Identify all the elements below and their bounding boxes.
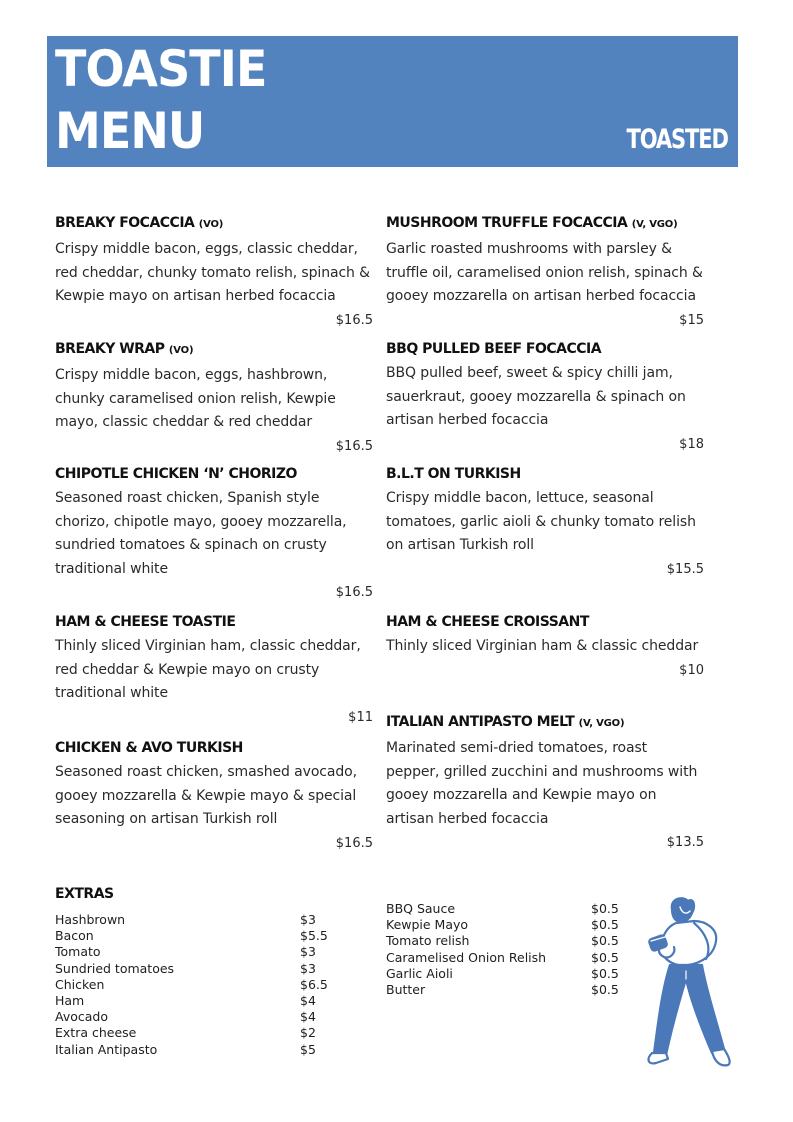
dietary-tag: (V, VGO) — [578, 718, 625, 729]
extra-name: Tomato — [55, 944, 101, 960]
extra-row — [55, 1009, 345, 1025]
menu-item — [386, 465, 704, 579]
menu-item-price: $10 — [679, 662, 704, 678]
extra-price: $5.5 — [300, 928, 328, 944]
extra-row — [386, 917, 636, 933]
extra-price: $5 — [300, 1041, 316, 1057]
extra-name: Bacon — [55, 928, 94, 944]
extra-price: $0.5 — [591, 933, 619, 949]
extra-row — [55, 993, 345, 1009]
menu-item-price: $13.5 — [666, 835, 704, 850]
extra-row — [55, 928, 345, 944]
dietary-tag: (VO) — [168, 345, 194, 356]
extra-name: Ham — [55, 992, 85, 1008]
extra-row — [55, 961, 345, 977]
menu-item-price: $18 — [679, 436, 704, 452]
title-line-1: TOASTIE — [55, 40, 267, 98]
menu-item-title: CHICKEN & AVO TURKISH — [55, 740, 243, 756]
menu-item-name — [55, 465, 373, 483]
menu-item-name — [55, 613, 373, 631]
menu-item-name — [55, 739, 373, 757]
extras-title: EXTRAS — [55, 886, 114, 902]
menu-item-description: Crispy middle bacon, eggs, classic cheddar, red cheddar, chunky tomato relish, spinach & Kewpie mayo on artisan herbed focaccia — [55, 241, 370, 304]
extra-row — [55, 944, 345, 960]
extra-price: $0.5 — [591, 965, 619, 981]
extra-price: $2 — [300, 1025, 316, 1041]
person-eating-toastie-illustration-icon — [636, 893, 736, 1073]
menu-item — [386, 613, 704, 680]
menu-item — [386, 340, 704, 454]
menu-item-price: $15 — [679, 312, 704, 328]
extra-row — [55, 977, 345, 993]
page-title — [55, 38, 266, 162]
menu-item-description: Seasoned roast chicken, Spanish style chorizo, chipotle mayo, gooey mozzarella, sundried tomatoes & spinach on crusty traditional white — [55, 490, 347, 577]
extra-price: $3 — [300, 944, 316, 960]
menu-item-title: B.L.T ON TURKISH — [386, 466, 521, 482]
extra-price: $0.5 — [591, 981, 619, 997]
menu-item-name — [386, 613, 704, 631]
menu-item-title: BBQ PULLED BEEF FOCACCIA — [386, 341, 602, 357]
menu-item-description: Crispy middle bacon, lettuce, seasonal tomatoes, garlic aioli & chunky tomato relish on artisan Turkish roll — [386, 490, 696, 553]
menu-item-name — [386, 340, 704, 358]
dietary-tag: (V, VGO) — [631, 219, 678, 230]
extra-price: $6.5 — [300, 976, 328, 992]
menu-item — [55, 340, 373, 456]
extra-name: Avocado — [55, 1009, 108, 1025]
menu-item-price: $16.5 — [335, 438, 373, 454]
menu-item-title: HAM & CHEESE CROISSANT — [386, 614, 589, 630]
menu-item-description: Seasoned roast chicken, smashed avocado, gooey mozzarella & Kewpie mayo & special seasoning on artisan Turkish roll — [55, 764, 357, 827]
extras-list-left — [55, 912, 345, 1058]
menu-item-description: Thinly sliced Virginian ham, classic cheddar, red cheddar & Kewpie mayo on crusty traditional white — [55, 638, 361, 701]
menu-item-price: $15.5 — [666, 561, 704, 577]
header-banner — [47, 36, 738, 167]
menu-item-price: $11 — [348, 709, 373, 725]
menu-item — [386, 214, 704, 330]
extra-row — [386, 982, 636, 998]
menu-item-price: $16.5 — [335, 312, 373, 328]
menu-item — [386, 713, 704, 852]
extra-name: Italian Antipasto — [55, 1041, 158, 1057]
extra-price: $3 — [300, 912, 316, 927]
extra-price: $3 — [300, 960, 316, 976]
menu-item-name — [386, 713, 704, 733]
menu-item-description: Thinly sliced Virginian ham & classic cheddar — [386, 638, 699, 654]
menu-item-title: HAM & CHEESE TOASTIE — [55, 614, 236, 630]
extra-name: Butter — [386, 981, 426, 997]
brand-logo: TOASTED — [626, 124, 728, 155]
menu-item-title: MUSHROOM TRUFFLE FOCACCIA — [386, 215, 628, 231]
menu-item-name — [386, 214, 704, 234]
extra-name: BBQ Sauce — [386, 901, 456, 916]
extra-name: Chicken — [55, 976, 105, 992]
extra-price: $4 — [300, 992, 316, 1008]
menu-item-title: BREAKY WRAP — [55, 341, 165, 357]
menu-item-title: BREAKY FOCACCIA — [55, 215, 195, 231]
extra-price: $0.5 — [591, 901, 619, 916]
extra-name: Hashbrown — [55, 912, 126, 927]
menu-item-description: Crispy middle bacon, eggs, hashbrown, chunky caramelised onion relish, Kewpie mayo, classic cheddar & red cheddar — [55, 367, 336, 430]
extras-list-right — [386, 901, 636, 998]
title-line-2: MENU — [55, 102, 205, 160]
menu-item — [55, 613, 373, 727]
extra-name: Tomato relish — [386, 933, 470, 949]
menu-item-title: CHIPOTLE CHICKEN ‘N’ CHORIZO — [55, 466, 297, 482]
menu-item-price: $16.5 — [335, 835, 373, 851]
extra-row — [386, 966, 636, 982]
extra-name: Garlic Aioli — [386, 965, 453, 981]
menu-item-title: ITALIAN ANTIPASTO MELT — [386, 714, 575, 730]
menu-item-name — [55, 340, 373, 360]
menu-item — [55, 214, 373, 330]
extra-row — [55, 1042, 345, 1058]
dietary-tag: (VO) — [198, 219, 224, 230]
menu-item-price: $16.5 — [335, 585, 373, 600]
extra-name: Kewpie Mayo — [386, 917, 469, 933]
extra-row — [386, 901, 636, 917]
extra-name: Sundried tomatoes — [55, 960, 175, 976]
extra-row — [386, 933, 636, 949]
extra-price: $0.5 — [591, 949, 619, 965]
extra-name: Extra cheese — [55, 1025, 137, 1041]
extra-row — [55, 912, 345, 928]
menu-item-name — [386, 465, 704, 483]
extra-row — [55, 1025, 345, 1041]
extra-price: $0.5 — [591, 917, 619, 933]
menu-item — [55, 465, 373, 602]
menu-item-description: Garlic roasted mushrooms with parsley & truffle oil, caramelised onion relish, spinach & gooey mozzarella on artisan herbed focaccia — [386, 241, 703, 304]
menu-item — [55, 739, 373, 853]
menu-item-description: BBQ pulled beef, sweet & spicy chilli jam, sauerkraut, gooey mozzarella & spinach on artisan herbed focaccia — [386, 365, 686, 428]
extra-row — [386, 950, 636, 966]
extra-name: Caramelised Onion Relish — [386, 949, 547, 965]
menu-item-description: Marinated semi-dried tomatoes, roast pepper, grilled zucchini and mushrooms with gooey mozzarella and Kewpie mayo on artisan herbed focaccia — [386, 740, 698, 827]
extra-price: $4 — [300, 1009, 316, 1025]
menu-item-name — [55, 214, 373, 234]
